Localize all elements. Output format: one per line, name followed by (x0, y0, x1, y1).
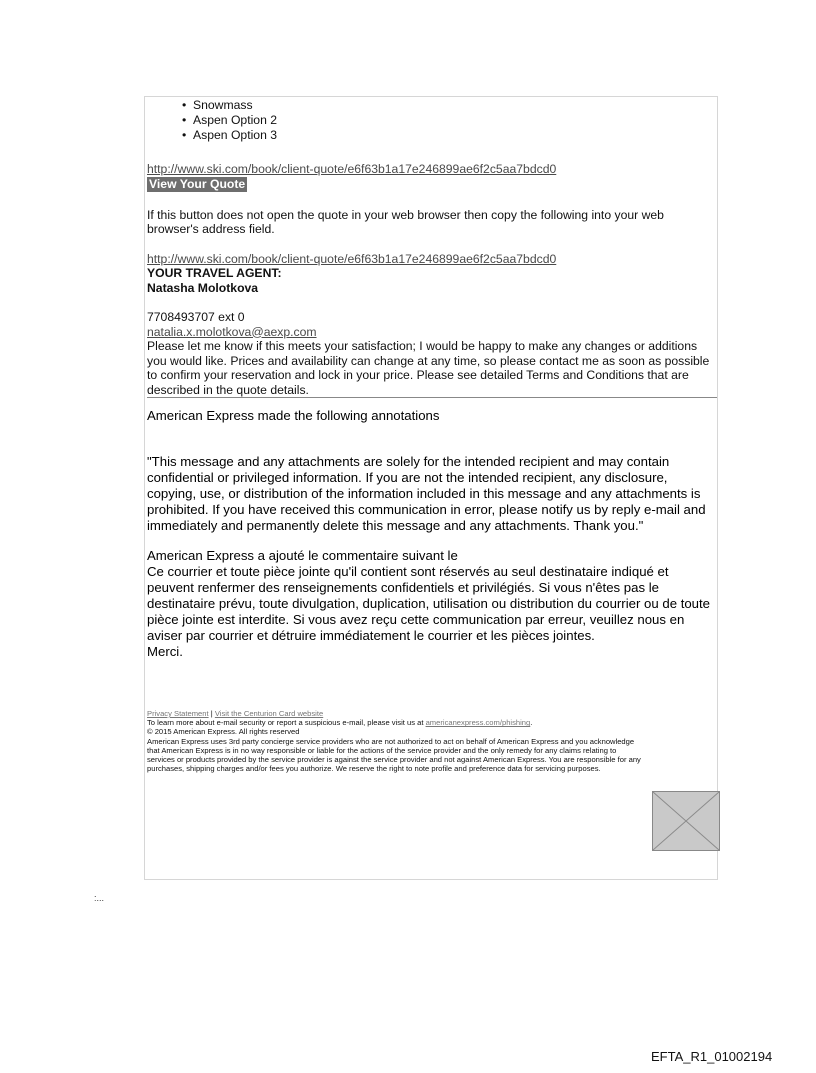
copyright: © 2015 American Express. All rights reserved (147, 727, 300, 737)
list-item: • Snowmass (193, 98, 717, 113)
footer (147, 709, 717, 773)
agent-message: Please let me know if this meets your satisfaction; I would be happy to make any changes or additions you would like. Prices and availability can change at any time, so please contact me as soon as possible to confirm your reservation and lock in your price. Please see detailed Terms and Conditions that are described in the quote details. (147, 339, 710, 397)
phishing-link[interactable]: americanexpress.com/phishing (425, 718, 531, 728)
annotations-heading: American Express made the following annotations (147, 408, 440, 423)
list-item: • Aspen Option 3 (193, 128, 717, 143)
view-quote-button[interactable]: View Your Quote (149, 176, 246, 191)
footer-separator: | (210, 709, 213, 718)
document-id: EFTA_R1_01002194 (651, 1049, 773, 1064)
quote-link[interactable]: http://www.ski.com/book/client-quote/e6f63b1a17e246899ae6f2c5aa7bdcd0 (147, 162, 557, 176)
quote-link-copy[interactable]: http://www.ski.com/book/client-quote/e6f63b1a17e246899ae6f2c5aa7bdcd0 (147, 251, 557, 266)
button-note: If this button does not open the quote in your web browser then copy the following into your web browser's address field. (147, 207, 664, 236)
agent-email-link[interactable]: natalia.x.molotkova@aexp.com (147, 324, 317, 339)
image-placeholder-icon (652, 791, 720, 851)
tiny-mark: :... (94, 893, 105, 903)
agent-phone: 7708493707 ext 0 (147, 310, 245, 324)
agent-heading: YOUR TRAVEL AGENT: (147, 266, 282, 280)
list-item: • Aspen Option 2 (193, 113, 717, 128)
disclaimer: American Express uses 3rd party concierge service providers who are not authorized to act on behalf of American Express and you acknowledge that American Express is in no way responsible or liable for the actions of the service provider and the only remedy for any claims relating to services or products provided by the service provider is against the service provider and not against American Express. You are responsible for any purchases, shipping charges and/or fees you authorize. We reserve the right to note profile and preference data for servicing purposes. (147, 736, 641, 774)
annotations-merci: Merci. (147, 644, 183, 659)
annotations-french: Ce courrier et toute pièce jointe qu'il contient sont réservés au seul destinataire indiqué et peuvent renfermer des renseignements confidentiels et privilégiés. Si vous n'êtes pas le destinataire prévu, toute divulgation, duplication, utilisation ou distribution du courrier ou de toute pièce jointe est interdite. Si vous avez reçu cette communication par erreur, veuillez nous en aviser par courrier et détruire immédiatement le courrier et les pièces jointes. (147, 564, 711, 643)
annotations-english: "This message and any attachments are solely for the intended recipient and may contain confidential or privileged information. If you are not the intended recipient, any disclosure, copying, use, or distribution of the information included in this message and any attachments is prohibited. If you have received this communication in error, please notify us by reply e-mail and immediately and permanently delete this message and any attachments. Thank you." (147, 454, 706, 533)
options-list (147, 98, 717, 143)
annotations-french-heading: American Express a ajouté le commentaire suivant le (147, 548, 458, 563)
security-text: To learn more about e-mail security or report a suspicious e-mail, please visit us at (147, 718, 424, 728)
email-body (147, 98, 717, 773)
centurion-link[interactable]: Visit the Centurion Card website (214, 709, 324, 718)
security-suffix: . (530, 718, 533, 728)
privacy-link[interactable]: Privacy Statement (147, 709, 209, 718)
agent-name: Natasha Molotkova (147, 280, 259, 295)
